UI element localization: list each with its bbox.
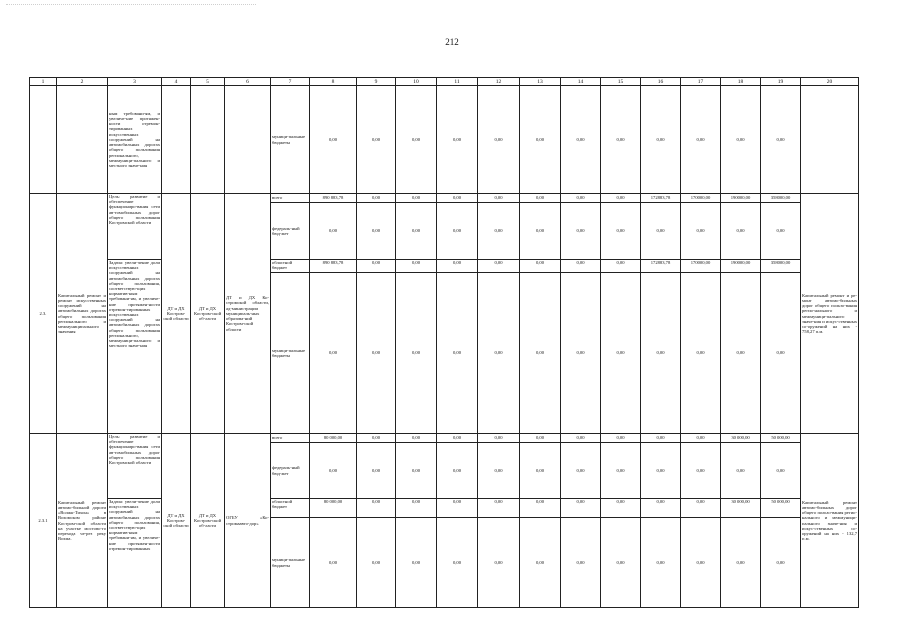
value-cell: 0,00 xyxy=(478,434,520,443)
value-cell: 0,00 xyxy=(641,443,681,499)
value-cell: 0,00 xyxy=(396,443,437,499)
column-number-3: 3 xyxy=(108,78,162,86)
column-number-row xyxy=(30,78,859,86)
cell-col6 xyxy=(225,86,271,194)
value-cell: 0,00 xyxy=(437,518,478,608)
measure-2-3-task: Задача: увели-чение доли искусственных сооружений на автомобильных дорогах общего пользования, соответствую-щих норматив-ным требовани-ям, и увеличе-ние протяжен-ности отремон-тированных искусственных сооружений на автомобильных дорогах общего пользования регионального, межмуници-пального и местного значе-ния xyxy=(108,260,162,434)
cell-result xyxy=(801,86,859,194)
column-number-18: 18 xyxy=(721,78,761,86)
value-cell: 0,00 xyxy=(437,273,478,434)
value-cell: 0,00 xyxy=(520,443,561,499)
value-cell: 0,00 xyxy=(478,260,520,273)
column-number-8: 8 xyxy=(310,78,357,86)
measure-2-3-row-total xyxy=(30,194,859,203)
column-number-9: 9 xyxy=(357,78,396,86)
measure-2-3-1-executor: ОГБУ «Ко-стромаавто-дор» xyxy=(225,434,271,608)
column-number-10: 10 xyxy=(396,78,437,86)
value-cell: 0,00 xyxy=(437,434,478,443)
measure-2-3-number: 2.3. xyxy=(30,194,57,434)
value-cell: 80 000,00 xyxy=(310,499,357,518)
column-number-17: 17 xyxy=(681,78,721,86)
value-cell: 0,00 xyxy=(357,518,396,608)
value-cell: 0,00 xyxy=(641,499,681,518)
value-cell: 0,00 xyxy=(761,203,801,260)
value-cell: 0,00 xyxy=(641,273,681,434)
value-cell: 0,00 xyxy=(437,203,478,260)
value-cell: 0,00 xyxy=(601,434,641,443)
value-cell: 0,00 xyxy=(681,86,721,194)
value-cell: 0,00 xyxy=(681,434,721,443)
funding-source: федераль-ный бюд-жет xyxy=(271,203,310,260)
value-cell: 30 000,00 xyxy=(721,499,761,518)
column-number-11: 11 xyxy=(437,78,478,86)
value-cell: 0,00 xyxy=(561,273,601,434)
value-cell: 0,00 xyxy=(478,499,520,518)
value-cell: 0,00 xyxy=(478,518,520,608)
value-cell: 0,00 xyxy=(520,273,561,434)
value-cell: 0,00 xyxy=(561,86,601,194)
measure-2-3-1-row-total xyxy=(30,434,859,443)
value-cell: 0,00 xyxy=(601,443,641,499)
value-cell: 0,00 xyxy=(310,273,357,434)
cell-num xyxy=(30,86,57,194)
value-cell: 0,00 xyxy=(520,203,561,260)
value-cell: 0,00 xyxy=(520,86,561,194)
value-cell: 0,00 xyxy=(478,194,520,203)
value-cell: 0,00 xyxy=(601,194,641,203)
column-number-16: 16 xyxy=(641,78,681,86)
value-cell: 0,00 xyxy=(396,86,437,194)
column-number-5: 5 xyxy=(191,78,225,86)
value-cell: 890 883,78 xyxy=(310,260,357,273)
value-cell: 0,00 xyxy=(761,273,801,434)
value-cell: 0,00 xyxy=(396,273,437,434)
value-cell: 0,00 xyxy=(681,518,721,608)
value-cell: 190000,00 xyxy=(721,194,761,203)
measure-2-3-executor: ДТ и ДХ Ко-стромской области, ад-министрации муниципаль-ных образова-ний Костром-ской области xyxy=(225,194,271,434)
measure-2-3-goal: Цель: развитие и обеспечение функциониро-вания сети ав-томобильных дорог общего пользования Костромской области xyxy=(108,194,162,260)
funding-source: муници-пальные бюджеты xyxy=(271,273,310,434)
funding-source: областной бюджет xyxy=(271,260,310,273)
value-cell: 890 883,78 xyxy=(310,194,357,203)
value-cell: 0,00 xyxy=(601,518,641,608)
cell-col4 xyxy=(162,86,191,194)
value-cell: 0,00 xyxy=(520,260,561,273)
value-cell: 0,00 xyxy=(478,443,520,499)
value-cell: 0,00 xyxy=(601,203,641,260)
measure-2-3-result: Капитальный ремонт и ре-монт автомо-бильных дорог общего пользо-вания регио-нального и межмуници-пального значе-ния и искус-ственных со-оружений на них - 758,27 п.м. xyxy=(801,194,859,434)
value-cell: 80 000,00 xyxy=(310,434,357,443)
column-number-19: 19 xyxy=(761,78,801,86)
value-cell: 0,00 xyxy=(437,260,478,273)
column-number-15: 15 xyxy=(601,78,641,86)
value-cell: 0,00 xyxy=(681,443,721,499)
value-cell: 0,00 xyxy=(357,260,396,273)
value-cell: 0,00 xyxy=(357,86,396,194)
column-number-4: 4 xyxy=(162,78,191,86)
value-cell: 0,00 xyxy=(396,194,437,203)
value-cell: 358000,00 xyxy=(761,260,801,273)
measure-2-3-name: Капитальный ремонт и ремонт искусственных сооружений на автомобильных дорогах общего пользования регионального и межмуниципального значения xyxy=(57,194,108,434)
value-cell: 0,00 xyxy=(396,499,437,518)
value-cell: 0,00 xyxy=(561,194,601,203)
value-cell: 0,00 xyxy=(601,499,641,518)
measure-2-3-customer: ДТ и ДХ Костром-ской об-ласти xyxy=(191,194,225,434)
value-cell: 0,00 xyxy=(478,86,520,194)
value-cell: 30 000,00 xyxy=(721,434,761,443)
measure-2-3-1-name: Капитальный ремонт автомо-бильной дороги «Волжк-Тихон» в Вохомском районе Костром-ской области на участке мостово-го перехода че-рез реку Вохма. xyxy=(57,434,108,608)
measure-2-3-responsible: ДТ и ДХ Костром-ской области xyxy=(162,194,191,434)
value-cell: 172883,78 xyxy=(641,194,681,203)
value-cell: 0,00 xyxy=(641,86,681,194)
value-cell: 0,00 xyxy=(437,443,478,499)
measure-2-3-row-regional xyxy=(30,260,859,273)
value-cell: 0,00 xyxy=(520,499,561,518)
value-cell: 0,00 xyxy=(641,518,681,608)
value-cell: 0,00 xyxy=(437,86,478,194)
value-cell: 0,00 xyxy=(310,203,357,260)
header-scan-line xyxy=(6,4,256,6)
continuation-row xyxy=(30,86,859,194)
cell-col5 xyxy=(191,86,225,194)
measure-2-3-1-task: Задача: увели-чение доли искусственных сооружений на автомобильных дорогах общего пользования, соответствую-щих норматив-ным требовани-ям, и увеличе-ние протяжен-ности отремон-тированных xyxy=(108,499,162,608)
value-cell: 0,00 xyxy=(721,518,761,608)
value-cell: 0,00 xyxy=(561,518,601,608)
measure-2-3-1-result: Капитальный ремонт автомо-бильных дорог общего пользо-вания регио-нального и межмуници-пального значе-ния и искус-ственных со-оружений на них - 132,7 п.м. xyxy=(801,434,859,608)
value-cell: 0,00 xyxy=(478,203,520,260)
value-cell: 0,00 xyxy=(601,273,641,434)
value-cell: 0,00 xyxy=(721,273,761,434)
value-cell: 0,00 xyxy=(396,260,437,273)
value-cell: 0,00 xyxy=(721,203,761,260)
value-cell: 0,00 xyxy=(520,434,561,443)
column-number-6: 6 xyxy=(225,78,271,86)
program-table-sheet xyxy=(29,77,859,608)
value-cell: 0,00 xyxy=(561,434,601,443)
value-cell: 0,00 xyxy=(601,86,641,194)
value-cell: 0,00 xyxy=(681,273,721,434)
value-cell: 358000,00 xyxy=(761,194,801,203)
value-cell: 0,00 xyxy=(437,194,478,203)
value-cell: 172883,78 xyxy=(641,260,681,273)
measure-2-3-1-responsible: ДТ и ДХ Костром-ской области xyxy=(162,434,191,608)
funding-source: всего xyxy=(271,194,310,203)
value-cell: 0,00 xyxy=(396,203,437,260)
value-cell: 170000,00 xyxy=(681,260,721,273)
continued-task-text: ным требовани-ям, и увеличе-ние протяжен-ности отремон-тированных искусственных сооружений на автомобильных дорогах общего пользования регионального, межмуници-пального и местного значе-ния xyxy=(108,86,162,194)
column-number-13: 13 xyxy=(520,78,561,86)
value-cell: 0,00 xyxy=(437,499,478,518)
measure-2-3-1-goal: Цель: развитие и обеспечение функциониро-вания сети ав-томобильных дорог общего пользования Костромской области xyxy=(108,434,162,499)
value-cell: 0,00 xyxy=(561,260,601,273)
value-cell: 50 000,00 xyxy=(761,499,801,518)
value-cell: 0,00 xyxy=(561,203,601,260)
column-number-12: 12 xyxy=(478,78,520,86)
value-cell: 0,00 xyxy=(310,86,357,194)
page-number: 212 xyxy=(445,37,459,47)
value-cell: 0,00 xyxy=(357,194,396,203)
value-cell: 0,00 xyxy=(561,443,601,499)
value-cell: 0,00 xyxy=(681,203,721,260)
value-cell: 0,00 xyxy=(357,443,396,499)
value-cell: 0,00 xyxy=(310,443,357,499)
value-cell: 0,00 xyxy=(641,203,681,260)
value-cell: 0,00 xyxy=(561,499,601,518)
value-cell: 50 000,00 xyxy=(761,434,801,443)
value-cell: 190000,00 xyxy=(721,260,761,273)
value-cell: 0,00 xyxy=(681,499,721,518)
value-cell: 0,00 xyxy=(761,518,801,608)
value-cell: 0,00 xyxy=(601,260,641,273)
value-cell: 0,00 xyxy=(396,434,437,443)
cell-name xyxy=(57,86,108,194)
column-number-2: 2 xyxy=(57,78,108,86)
funding-source: федераль-ный бюд-жет xyxy=(271,443,310,499)
value-cell: 0,00 xyxy=(357,203,396,260)
value-cell: 0,00 xyxy=(641,434,681,443)
value-cell: 170000,00 xyxy=(681,194,721,203)
funding-source: муници-пальные бюджеты xyxy=(271,518,310,608)
funding-source: муници-пальные бюджеты xyxy=(271,86,310,194)
value-cell: 0,00 xyxy=(721,443,761,499)
measure-2-3-1-customer: ДТ и ДХ Костром-ской об-ласти xyxy=(191,434,225,608)
value-cell: 0,00 xyxy=(761,86,801,194)
value-cell: 0,00 xyxy=(310,518,357,608)
column-number-20: 20 xyxy=(801,78,859,86)
funding-source: всего xyxy=(271,434,310,443)
value-cell: 0,00 xyxy=(478,273,520,434)
column-number-1: 1 xyxy=(30,78,57,86)
value-cell: 0,00 xyxy=(520,518,561,608)
value-cell: 0,00 xyxy=(357,434,396,443)
measure-2-3-1-row-regional xyxy=(30,499,859,518)
measure-2-3-1-number: 2.3.1 xyxy=(30,434,57,608)
value-cell: 0,00 xyxy=(396,518,437,608)
column-number-7: 7 xyxy=(271,78,310,86)
value-cell: 0,00 xyxy=(520,194,561,203)
value-cell: 0,00 xyxy=(357,273,396,434)
value-cell: 0,00 xyxy=(761,443,801,499)
value-cell: 0,00 xyxy=(357,499,396,518)
program-table xyxy=(29,77,859,608)
column-number-14: 14 xyxy=(561,78,601,86)
value-cell: 0,00 xyxy=(721,86,761,194)
funding-source: областной бюджет xyxy=(271,499,310,518)
